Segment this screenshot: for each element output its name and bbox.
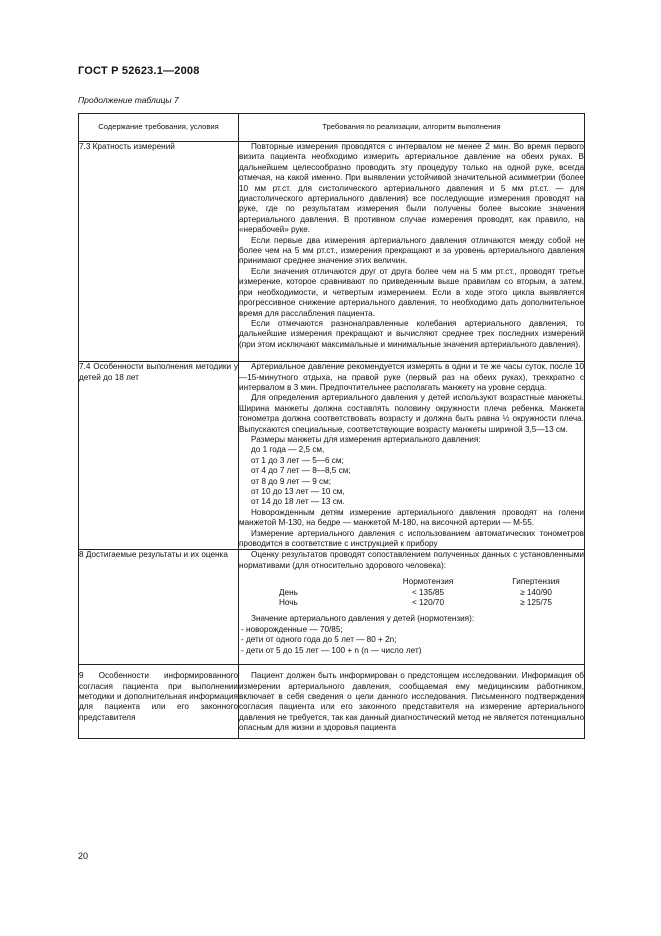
norm-value: ≥ 140/90 xyxy=(520,587,552,597)
row-content-cell xyxy=(239,665,585,738)
row-content-cell xyxy=(239,550,585,665)
paragraph: Размеры манжеты для измерения артериального давления: xyxy=(251,434,481,444)
norm-row-label: Ночь xyxy=(279,598,298,608)
children-norm-list xyxy=(239,625,584,656)
row-label-cell xyxy=(79,550,239,665)
norm-table xyxy=(239,577,584,608)
norm-value: ≥ 125/75 xyxy=(520,598,552,608)
row-label-cell xyxy=(79,142,239,362)
list-item: от 4 до 7 лет — 8—8,5 см; xyxy=(251,466,351,476)
paragraph: Значение артериального давления у детей (нормотензия): xyxy=(251,614,475,624)
row-label-cell xyxy=(79,362,239,550)
list-item: от 1 до 3 лет — 5—6 см; xyxy=(251,455,344,465)
row-content-cell xyxy=(239,142,585,362)
page-number: 20 xyxy=(78,851,89,861)
paragraph: Пациент должен быть информирован о предстоящем исследовании. Информация об измерении артериального давления, сообщаемая ему медицинским работником, включает в себя сведения о цели данного исследования. Письменного подтверждения согласия пациента или его законного представителя на измерение артериального давления не требуется, так как данный диагностический метод не является потенциально опасным для жизни и здоровья пациента xyxy=(239,671,584,733)
table-row xyxy=(79,665,585,738)
paragraph: Если значения отличаются друг от друга более чем на 5 мм рт.ст., проводят третье измерение, которое сравнивают по приведенным выше правилам со вторым, а затем, при необходимости, и четвертым измерением. Если в ходе этого цикла выявляется прогрессивное снижение артериального давления, то необходимо дать дополнительное время для расслабления пациента. xyxy=(239,266,584,318)
list-item: от 14 до 18 лет — 13 см. xyxy=(251,497,345,507)
paragraph: Измерение артериального давления с использованием автоматических тонометров проводится в соответствие с инструкцией к прибору xyxy=(239,528,584,549)
cuff-size-list xyxy=(239,445,584,507)
paragraph: Новорожденным детям измерение артериального давления проводят на голени манжетой М-130, на бедре — манжетой М-180, на височной артерии — М-55. xyxy=(239,507,584,528)
norm-value: < 120/70 xyxy=(411,598,445,608)
column-header-algorithm: Требования по реализации, алгоритм выполнения xyxy=(239,114,585,142)
row-label: 7.3 Кратность измерений xyxy=(79,142,175,151)
table-row xyxy=(79,550,585,665)
row-content-cell xyxy=(239,362,585,550)
list-item: - дети от 5 до 15 лет — 100 + n (n — число лет) xyxy=(241,645,422,655)
list-item: - новорожденные — 70/85; xyxy=(241,624,343,634)
requirements-table xyxy=(78,113,585,739)
norm-header-normotension: Нормотензия xyxy=(402,577,454,587)
standard-header: ГОСТ Р 52623.1—2008 xyxy=(78,65,200,77)
row-label: 9 Особенности информированного согласия пациента при выполнении методики и дополнительная информация для пациента или его законного представителя xyxy=(79,671,238,722)
table-row xyxy=(79,362,585,550)
list-item: до 1 года — 2,5 см, xyxy=(251,445,325,455)
column-header-requirement: Содержание требования, условия xyxy=(79,114,239,142)
paragraph: Для определения артериального давления у детей используют возрастные манжеты. Ширина манжеты должна составлять половину окружности плеча ребенка. Манжета тонометра должна соответствовать возрасту и должна быть равна ½ окружности плеча. Выпускаются специальные, соответствующие возрасту манжеты шириной 3,5—13 см. xyxy=(239,393,584,434)
row-label: 7.4 Особенности выполнения методики у детей до 18 лет xyxy=(79,362,238,382)
norm-header-hypertension: Гипертензия xyxy=(512,577,560,587)
paragraph: Артериальное давление рекомендуется измерять в одни и те же часы суток, после 10—15-минутного отдыха, на правой руке (первый раз на обеих руках), трехкратно с интервалом в 3 мин. Предпочтительнее располагать манжету на уровне сердца. xyxy=(239,362,584,392)
table-continuation-note: Продолжение таблицы 7 xyxy=(78,95,179,105)
paragraph: Если отмечаются разнонаправленные колебания артериального давления, то дальнейшие измерения прекращают и вычисляют среднее трех последних измерений (при этом исключают максимальные и минимальные значения артериального давления). xyxy=(239,318,584,349)
row-label: 8 Достигаемые результаты и их оценка xyxy=(79,550,228,560)
paragraph: Если первые два измерения артериального давления отличаются между собой не более чем на 5 мм рт.ст., измерения прекращают и за уровень артериального давления принимают среднее значение этих величин. xyxy=(239,235,584,266)
norm-row-label: День xyxy=(279,587,298,597)
paragraph: Оценку результатов проводят сопоставлением полученных данных с установленными нормативами (для относительно здорового человека): xyxy=(239,550,584,570)
list-item: от 10 до 13 лет — 10 см, xyxy=(251,487,345,496)
row-label-cell xyxy=(79,665,239,738)
norm-value: < 135/85 xyxy=(411,587,445,597)
table-row xyxy=(79,142,585,362)
list-item: - дети от одного года до 5 лет — 80 + 2n; xyxy=(241,635,397,645)
table-header-row xyxy=(79,114,585,142)
list-item: от 8 до 9 лет — 9 см; xyxy=(251,476,332,486)
paragraph: Повторные измерения проводятся с интервалом не менее 2 мин. Во время первого визита пациента необходимо измерить артериальное давление на обеих руках. В дальнейшем целесообразно проводить эту процедуру только на одной руке, всегда отмечая, на какой именно. При выявлении устойчивой значительной асимметрии (более 10 мм рт.ст. для систолического артериального давления и 5 мм рт.ст. — для диастолического артериального давления) все последующие измерения проводят на руке, где по результатам измерения были получены более высокие значения артериального давления. В противном случае измерения проводят, как правило, на «нерабочей» руке. xyxy=(239,142,584,235)
